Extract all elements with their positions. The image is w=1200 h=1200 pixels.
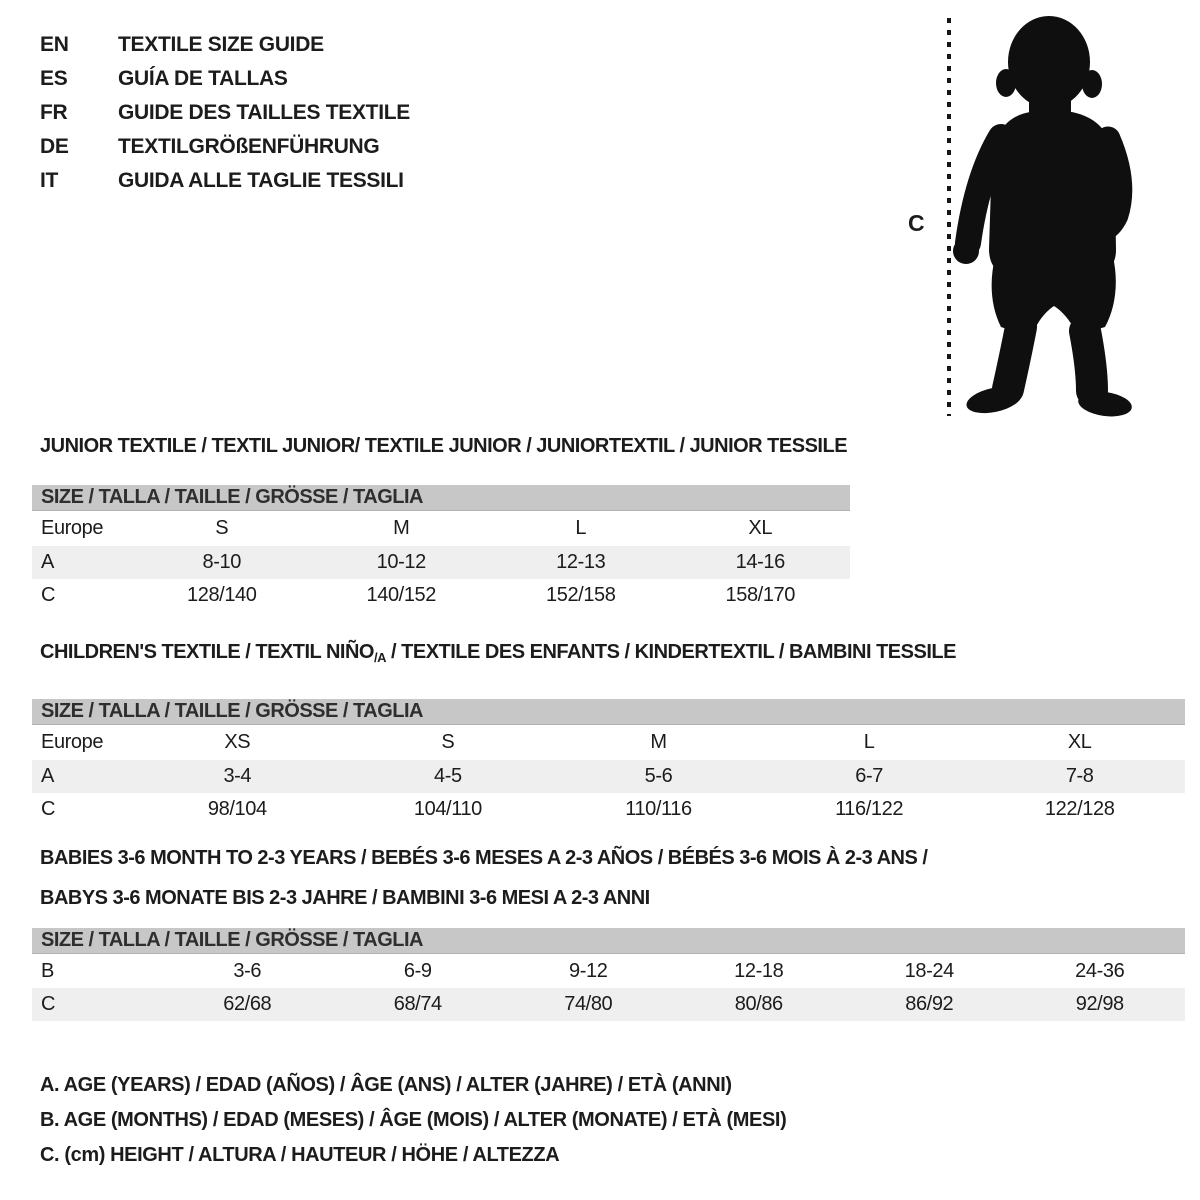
guide-title-es: GUÍA DE TALLAS xyxy=(118,67,288,90)
children-title-sub: /A xyxy=(373,650,386,665)
children-title-pre: CHILDREN'S TEXTILE / TEXTIL NIÑO xyxy=(40,641,374,663)
children-size-header-bar: SIZE / TALLA / TAILLE / GRÖSSE / TAGLIA xyxy=(32,699,1185,725)
age-cell: 8-10 xyxy=(202,551,241,573)
months-cell: 3-6 xyxy=(233,959,262,982)
junior-size-header-bar: SIZE / TALLA / TAILLE / GRÖSSE / TAGLIA xyxy=(32,485,850,511)
row-label: C xyxy=(41,584,56,606)
height-cell: 158/170 xyxy=(725,584,795,606)
height-cell: 110/116 xyxy=(625,798,692,820)
height-cell: 104/110 xyxy=(413,798,482,820)
months-cell: 6-9 xyxy=(403,959,432,982)
row-label: A xyxy=(41,551,54,573)
age-cell: 5-6 xyxy=(644,765,673,787)
size-cell: S xyxy=(441,731,455,753)
language-row-de xyxy=(40,130,410,164)
age-cell: 4-5 xyxy=(434,765,462,787)
toddler-silhouette-image xyxy=(935,15,1175,420)
months-cell: 9-12 xyxy=(569,959,608,982)
height-cell: 98/104 xyxy=(207,798,267,820)
size-cell: XL xyxy=(1067,731,1092,753)
children-row-height xyxy=(32,793,1185,826)
babies-size-header-bar: SIZE / TALLA / TAILLE / GRÖSSE / TAGLIA xyxy=(32,928,1185,954)
language-code: FR xyxy=(40,101,68,124)
babies-row-months xyxy=(32,954,1185,988)
height-cell: 116/122 xyxy=(835,798,904,820)
babies-section-title-line2: BABYS 3-6 MONATE BIS 2-3 JAHRE / BAMBINI 3-6 MESI A 2-3 ANNI xyxy=(40,887,650,909)
footnote-c: C. (cm) HEIGHT / ALTURA / HAUTEUR / HÖHE / ALTEZZA xyxy=(40,1144,560,1166)
row-label: A xyxy=(41,765,54,787)
size-cell: XL xyxy=(748,517,773,539)
guide-title-en: TEXTILE SIZE GUIDE xyxy=(118,33,324,56)
size-cell: M xyxy=(650,731,667,753)
measure-footnotes xyxy=(40,1068,786,1173)
age-cell: 6-7 xyxy=(855,765,883,787)
size-cell: M xyxy=(393,517,410,539)
language-row-fr xyxy=(40,96,410,130)
size-cell: L xyxy=(575,517,587,539)
junior-section-title: JUNIOR TEXTILE / TEXTIL JUNIOR/ TEXTILE JUNIOR / JUNIORTEXTIL / JUNIOR TESSILE xyxy=(40,435,848,457)
age-cell: 10-12 xyxy=(376,551,426,573)
language-code: IT xyxy=(40,169,59,192)
row-label: Europe xyxy=(41,517,104,539)
height-cell: 122/128 xyxy=(1044,798,1115,820)
junior-row-height xyxy=(32,579,850,612)
junior-row-age xyxy=(32,546,850,579)
children-row-europe xyxy=(32,725,1185,760)
height-measure-figure xyxy=(900,12,1192,424)
language-row-it xyxy=(40,164,410,198)
footnote-b: B. AGE (MONTHS) / EDAD (MESES) / ÂGE (MOIS) / ALTER (MONATE) / ETÀ (MESI) xyxy=(40,1109,787,1131)
height-cell: 68/74 xyxy=(393,993,442,1015)
size-cell: L xyxy=(863,731,875,753)
guide-title-fr: GUIDE DES TAILLES TEXTILE xyxy=(118,101,410,124)
size-cell: XS xyxy=(224,731,251,753)
footnote-a: A. AGE (YEARS) / EDAD (AÑOS) / ÂGE (ANS) / ALTER (JAHRE) / ETÀ (ANNI) xyxy=(40,1074,732,1096)
children-row-age xyxy=(32,760,1185,793)
height-cell: 80/86 xyxy=(734,993,783,1015)
months-cell: 24-36 xyxy=(1075,959,1125,982)
children-section-title xyxy=(32,640,1185,670)
age-cell: 12-13 xyxy=(556,551,606,573)
guide-title-it: GUIDA ALLE TAGLIE TESSILI xyxy=(118,169,404,192)
language-code: ES xyxy=(40,67,68,90)
language-title-block xyxy=(40,28,410,198)
children-title-post: / TEXTILE DES ENFANTS / KINDERTEXTIL / BAMBINI TESSILE xyxy=(385,641,956,663)
language-code: DE xyxy=(40,135,69,158)
babies-row-height xyxy=(32,988,1185,1021)
children-textile-section xyxy=(32,640,1185,826)
months-cell: 12-18 xyxy=(734,959,784,982)
row-label: C xyxy=(41,993,56,1015)
language-row-en xyxy=(40,28,410,62)
row-label: Europe xyxy=(41,731,104,753)
age-cell: 3-4 xyxy=(223,765,252,787)
age-cell: 7-8 xyxy=(1065,765,1094,787)
size-cell: S xyxy=(215,517,229,539)
junior-textile-section xyxy=(32,434,850,612)
guide-title-de: TEXTILGRÖßENFÜHRUNG xyxy=(118,135,380,158)
height-cell: 140/152 xyxy=(366,584,436,606)
height-cell: 86/92 xyxy=(905,993,954,1015)
language-row-es xyxy=(40,62,410,96)
height-cell: 128/140 xyxy=(187,584,257,606)
row-label: C xyxy=(41,798,56,820)
junior-row-europe xyxy=(32,511,850,546)
months-cell: 18-24 xyxy=(904,959,954,982)
height-cell: 62/68 xyxy=(223,993,272,1015)
height-measure-label: C xyxy=(908,210,925,236)
height-cell: 92/98 xyxy=(1075,993,1124,1015)
babies-textile-section xyxy=(32,846,1185,1021)
babies-section-title-line1: BABIES 3-6 MONTH TO 2-3 YEARS / BEBÉS 3-6 MESES A 2-3 AÑOS / BÉBÉS 3-6 MOIS À 2-3 ANS / xyxy=(40,847,928,869)
row-label: B xyxy=(41,959,54,982)
language-code: EN xyxy=(40,33,69,56)
height-cell: 152/158 xyxy=(546,584,616,606)
height-cell: 74/80 xyxy=(564,993,613,1015)
age-cell: 14-16 xyxy=(735,551,785,573)
